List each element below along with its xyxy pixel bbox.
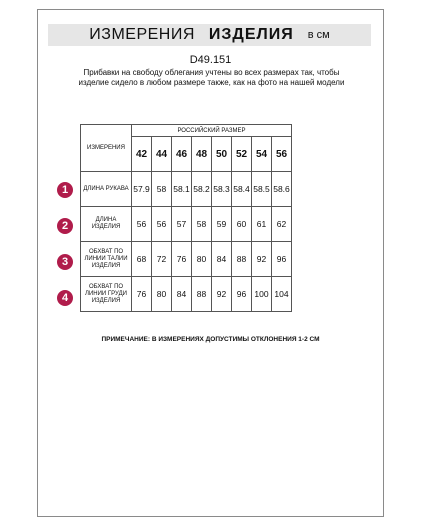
size-cell: 56 [272, 137, 292, 172]
table-row [81, 242, 292, 277]
value-cell: 72 [152, 242, 172, 277]
value-cell: 57 [172, 207, 192, 242]
value-cell: 104 [272, 277, 292, 312]
unit-label: в см [307, 29, 330, 41]
value-cell: 58.4 [232, 172, 252, 207]
value-cell: 58 [152, 172, 172, 207]
sizes-header: РОССИЙСКИЙ РАЗМЕР [132, 125, 292, 137]
value-cell: 80 [192, 242, 212, 277]
value-cell: 96 [232, 277, 252, 312]
size-table [80, 124, 292, 312]
value-cell: 58.3 [212, 172, 232, 207]
table-row [81, 277, 292, 312]
size-cell: 46 [172, 137, 192, 172]
value-cell: 62 [272, 207, 292, 242]
fit-note: Прибавки на свободу облегания учтены во всех размерах так, чтобы изделие сидело в любом размере также, как на фото на нашей модели [78, 68, 345, 87]
value-cell: 76 [132, 277, 152, 312]
size-cell: 50 [212, 137, 232, 172]
tolerance-note: ПРИМЕЧАНИЕ: В ИЗМЕРЕНИЯХ ДОПУСТИМЫ ОТКЛОНЕНИЯ 1-2 СМ [101, 336, 320, 343]
value-cell: 88 [192, 277, 212, 312]
title-banner [48, 24, 371, 46]
row-number-badge: 4 [57, 290, 73, 306]
value-cell: 58.1 [172, 172, 192, 207]
row-label: ОБХВАТ ПО ЛИНИИ ГРУДИ ИЗДЕЛИЯ [81, 277, 132, 312]
row-number-badge: 1 [57, 182, 73, 198]
row-number-badge: 3 [57, 254, 73, 270]
value-cell: 58.5 [252, 172, 272, 207]
table-row [81, 207, 292, 242]
value-cell: 59 [212, 207, 232, 242]
value-cell: 58 [192, 207, 212, 242]
size-cell: 44 [152, 137, 172, 172]
size-cell: 52 [232, 137, 252, 172]
value-cell: 84 [212, 242, 232, 277]
value-cell: 56 [132, 207, 152, 242]
value-cell: 61 [252, 207, 272, 242]
size-cell: 54 [252, 137, 272, 172]
model-code: D49.151 [189, 54, 232, 66]
row-label: ОБХВАТ ПО ЛИНИИ ТАЛИИ ИЗДЕЛИЯ [81, 242, 132, 277]
value-cell: 80 [152, 277, 172, 312]
row-label: ДЛИНА РУКАВА [81, 172, 132, 207]
value-cell: 60 [232, 207, 252, 242]
measurements-header: ИЗМЕРЕНИЯ [81, 125, 132, 172]
table-row [81, 172, 292, 207]
value-cell: 92 [252, 242, 272, 277]
value-cell: 100 [252, 277, 272, 312]
value-cell: 58.6 [272, 172, 292, 207]
row-number-badge: 2 [57, 218, 73, 234]
value-cell: 57.9 [132, 172, 152, 207]
value-cell: 92 [212, 277, 232, 312]
value-cell: 88 [232, 242, 252, 277]
size-cell: 42 [132, 137, 152, 172]
value-cell: 56 [152, 207, 172, 242]
size-chart-sheet [37, 9, 384, 517]
value-cell: 68 [132, 242, 152, 277]
title-part2: ИЗДЕЛИЯ [208, 26, 294, 43]
title-part1: ИЗМЕРЕНИЯ [89, 26, 195, 43]
value-cell: 58.2 [192, 172, 212, 207]
value-cell: 76 [172, 242, 192, 277]
value-cell: 84 [172, 277, 192, 312]
size-cell: 48 [192, 137, 212, 172]
row-label: ДЛИНА ИЗДЕЛИЯ [81, 207, 132, 242]
value-cell: 96 [272, 242, 292, 277]
